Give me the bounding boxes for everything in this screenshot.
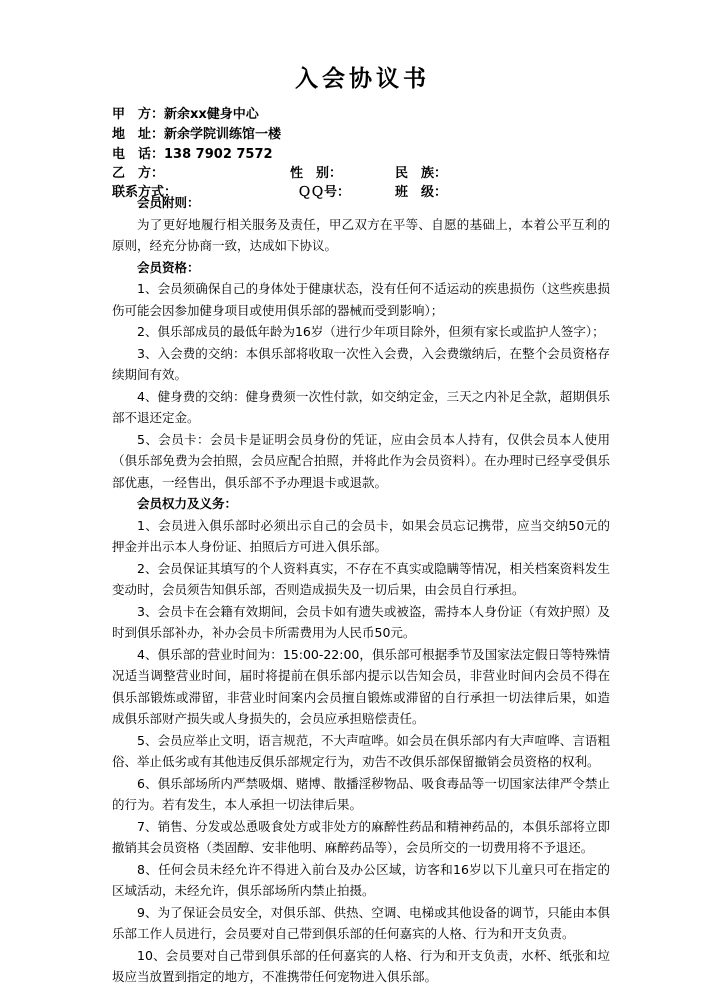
qualification-item: 1、会员须确保自己的身体处于健康状态，没有任何不适运动的疾患损伤（这些疾患损伤可能会因参加健身项目或使用俱乐部的器械而受到影响）； bbox=[112, 281, 610, 318]
address-label: 地 址： bbox=[112, 127, 165, 142]
qualification-item: 5、会员卡：会员卡是证明会员身份的凭证，应由会员本人持有，仅供会员本人使用（俱乐部免费为会拍照，会员应配合拍照，并将此作为会员资料）。在办理时已经享受俱乐部优惠，一经售出，俱乐部不予办理退卡或退款。 bbox=[112, 431, 610, 490]
address-row bbox=[112, 123, 281, 142]
rights-item: 5、会员应举止文明，语言规范，不大声喧哗。如会员在俱乐部内有大声喧哗、言语粗俗、举止低劣或有其他违反俱乐部规定行为，劝告不改俱乐部保留撤销会员资格的权利。 bbox=[112, 732, 610, 769]
rights-item: 7、销售、分发或怂恿吸食处方或非处方的麻醉性药品和精神药品的，本俱乐部将立即撤销其会员资格（类固醇、安非他明、麻醉药品等），会员所交的一切费用将不予退还。 bbox=[112, 818, 610, 855]
contact-label: 联系方式： bbox=[112, 185, 178, 200]
qualification-item: 3、入会费的交纳：本俱乐部将收取一次性入会费，入会费缴纳后，在整个会员资格存续期间有效。 bbox=[112, 345, 610, 382]
rights-item: 3、会员卡在会籍有效期间，会员卡如有遗失或被盗，需持本人身份证（有效护照）及时到俱乐部补办，补办会员卡所需费用为人民币50元。 bbox=[112, 603, 610, 640]
qualification-item: 4、健身费的交纳：健身费须一次性付款，如交纳定金，三天之内补足全款，超期俱乐部不退还定金。 bbox=[112, 388, 610, 425]
qualification-title: 会员资格： bbox=[137, 259, 200, 275]
class-label: 班 级： bbox=[395, 185, 448, 200]
rights-title: 会员权力及义务： bbox=[137, 496, 238, 511]
page-title: 入会协议书 bbox=[295, 66, 430, 92]
rights-item: 4、俱乐部的营业时间为：15:00-22:00，俱乐部可根据季节及国家法定假日等特殊情况适当调整营业时间，届时将提前在俱乐部内提示以告知会员，非营业时间内会员不得在俱乐部锻炼或滞留，非营业时间案内会员擅自锻炼或滞留的自行承担一切法律后果，如造成俱乐部财产损失或人身损失的，会员应承担赔偿责任。 bbox=[112, 646, 610, 726]
party-a-label: 甲 方： bbox=[112, 107, 165, 122]
phone-value: 138 7902 7572 bbox=[164, 147, 273, 162]
address-value: 新余学院训练馆一楼 bbox=[164, 127, 282, 142]
agreement-body bbox=[112, 192, 610, 988]
party-a-row bbox=[112, 103, 259, 122]
qq-label: ＱＱ号： bbox=[298, 185, 351, 200]
rights-item: 1、会员进入俱乐部时必须出示自己的会员卡，如果会员忘记携带，应当交纳50元的押金并出示本人身份证、拍照后方可进入俱乐部。 bbox=[112, 517, 610, 554]
rights-item: 10、会员要对自己带到俱乐部的任何嘉宾的人格、行为和开支负责，水杯、纸张和垃圾应当放置到指定的地方，不准携带任何宠物进入俱乐部。 bbox=[112, 947, 610, 984]
appendix-title: 会员附则： bbox=[137, 195, 200, 210]
rights-item: 9、为了保证会员安全，对俱乐部、供热、空调、电梯或其他设备的调节，只能由本俱乐部工作人员进行，会员要对自己带到俱乐部的任何嘉宾的人格、行为和开支负责。 bbox=[112, 904, 610, 941]
qualification-item: 2、俱乐部成员的最低年龄为16岁（进行少年项目除外，但须有家长或监护人签字）； bbox=[137, 324, 605, 339]
party-a-value: 新余xx健身中心 bbox=[164, 107, 259, 122]
phone-row bbox=[112, 143, 273, 162]
phone-label: 电 话： bbox=[112, 147, 165, 162]
rights-item: 6、俱乐部场所内严禁吸烟、赌博、散播淫秽物品、吸食毒品等一切国家法律严令禁止的行为。若有发生，本人承担一切法律后果。 bbox=[112, 775, 610, 812]
party-b-label: 乙 方： bbox=[112, 166, 165, 181]
intro-paragraph: 为了更好地履行相关服务及责任，甲乙双方在平等、自愿的基础上，本着公平互利的原则，经充分协商一致，达成如下协议。 bbox=[112, 216, 610, 253]
ethnicity-label: 民 族： bbox=[395, 166, 448, 181]
gender-label: 性 别： bbox=[290, 166, 343, 181]
rights-item: 8、任何会员未经允许不得进入前台及办公区域，访客和16岁以下儿童只可在指定的区域活动，未经允许，俱乐部场所内禁止拍摄。 bbox=[112, 861, 610, 898]
rights-item: 2、会员保证其填写的个人资料真实，不存在不真实或隐瞒等情况，相关档案资料发生变动时，会员须告知俱乐部，否则造成损失及一切后果，由会员自行承担。 bbox=[112, 560, 610, 597]
